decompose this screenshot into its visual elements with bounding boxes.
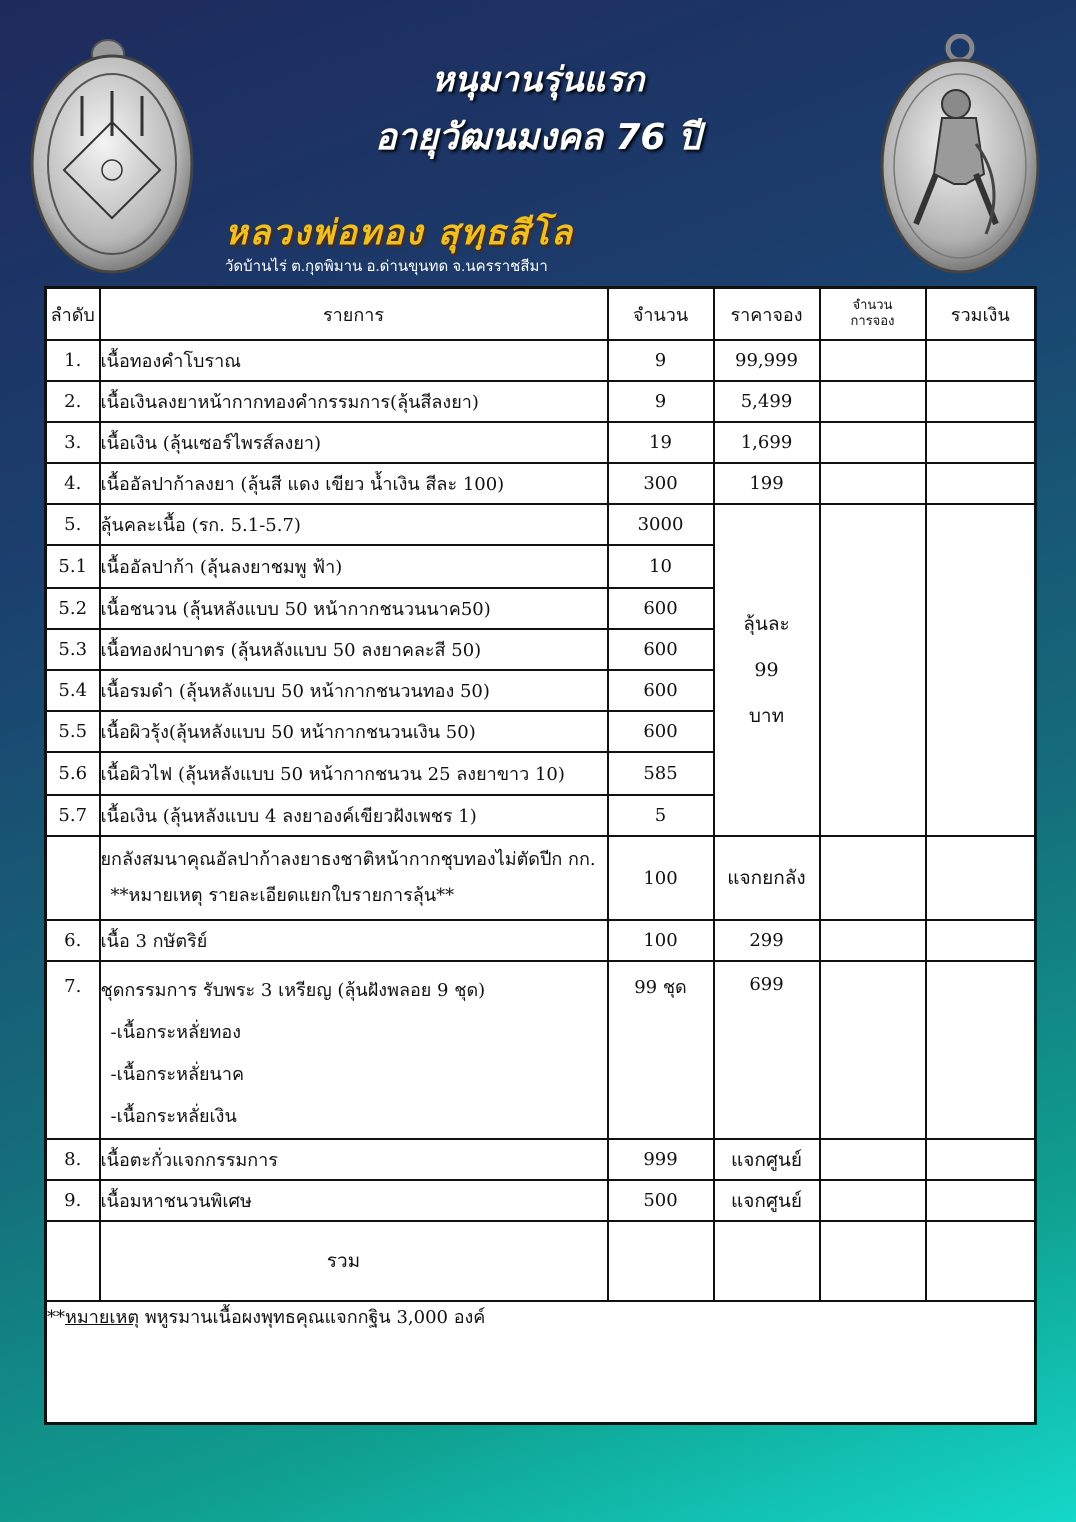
total-order-qty-cell[interactable] [820, 1221, 926, 1301]
row-qty: 300 [608, 463, 714, 504]
row-item [100, 961, 608, 1139]
row-item: เนื้อตะกั่วแจกกรรมการ [100, 1139, 608, 1180]
total-cell[interactable] [926, 920, 1036, 961]
order-qty-cell[interactable] [820, 381, 926, 422]
row-no [46, 836, 100, 920]
monk-name: หลวงพ่อทอง สุทฺธสีโล [225, 213, 574, 253]
row-price: 1,699 [714, 422, 820, 463]
order-qty-cell[interactable] [820, 340, 926, 381]
row-price: 99,999 [714, 340, 820, 381]
row-no: 5.7 [46, 795, 100, 836]
row-item: เนื้อมหาชนวนพิเศษ [100, 1180, 608, 1221]
row-no: 5.2 [46, 588, 100, 629]
row-no: 5.3 [46, 629, 100, 670]
header-no: ลำดับ [46, 288, 100, 341]
table-total-row [46, 1221, 1036, 1301]
row-item: เนื้อเงินลงยาหน้ากากทองคำกรรมการ(ลุ้นสีลงยา) [100, 381, 608, 422]
row-price: แจกศูนย์ [714, 1180, 820, 1221]
note-text: พหูรมานเนื้อผงพุทธคุณแจกกฐิน 3,000 องค์ [139, 1307, 486, 1328]
row-no: 5.5 [46, 711, 100, 752]
row-no: 9. [46, 1180, 100, 1221]
note-cell [46, 1301, 1036, 1423]
total-price-cell [714, 1221, 820, 1301]
total-cell[interactable] [926, 961, 1036, 1139]
table-row [46, 920, 1036, 961]
row-qty: 5 [608, 795, 714, 836]
header-total: รวมเงิน [926, 288, 1036, 341]
table-row-gift [46, 836, 1036, 920]
order-qty-cell[interactable] [820, 920, 926, 961]
row-no: 3. [46, 422, 100, 463]
header-price: ราคาจอง [714, 288, 820, 341]
row-item: เนื้อ 3 กษัตริย์ [100, 920, 608, 961]
grand-total-cell[interactable] [926, 1221, 1036, 1301]
note-row [46, 1301, 1036, 1423]
header-order-qty-line2: การจอง [850, 314, 895, 329]
row-qty: 9 [608, 340, 714, 381]
row-no: 2. [46, 381, 100, 422]
table-row [46, 504, 1036, 545]
row-qty: 3000 [608, 504, 714, 545]
row-item: เนื้อผิวรุ้ง(ลุ้นหลังแบบ 50 หน้ากากชนวนเงิน 50) [100, 711, 608, 752]
row7-subitem: -เนื้อกระหลั่ยทอง [110, 1022, 241, 1043]
row-no: 6. [46, 920, 100, 961]
row-item [100, 836, 608, 920]
row-price: 699 [714, 961, 820, 1139]
row-qty: 10 [608, 545, 714, 588]
row-price: 299 [714, 920, 820, 961]
row-item: เนื้อชนวน (ลุ้นหลังแบบ 50 หน้ากากชนวนนาค50) [100, 588, 608, 629]
row-no: 5.4 [46, 670, 100, 711]
table-row [46, 1139, 1036, 1180]
note-prefix: ** [47, 1307, 65, 1328]
row-no: 5.6 [46, 752, 100, 795]
row-item: เนื้อเงิน (ลุ้นเซอร์ไพรส์ลงยา) [100, 422, 608, 463]
table-row [46, 961, 1036, 1139]
table-row [46, 1180, 1036, 1221]
total-cell[interactable] [926, 1180, 1036, 1221]
total-cell[interactable] [926, 463, 1036, 504]
total-cell[interactable] [926, 340, 1036, 381]
order-qty-cell[interactable] [820, 463, 926, 504]
row-qty: 600 [608, 588, 714, 629]
medal-back-image [28, 36, 198, 276]
row-no: 4. [46, 463, 100, 504]
row-item: เนื้อเงิน (ลุ้นหลังแบบ 4 ลงยาองค์เขียวฝังเพชร 1) [100, 795, 608, 836]
row-item: ลุ้นคละเนื้อ (รก. 5.1-5.7) [100, 504, 608, 545]
row-item: เนื้ออัลปาก้าลงยา (ลุ้นสี แดง เขียว น้ำเงิน สีละ 100) [100, 463, 608, 504]
row-qty: 500 [608, 1180, 714, 1221]
row-qty: 600 [608, 670, 714, 711]
row-item: เนื้อรมดำ (ลุ้นหลังแบบ 50 หน้ากากชนวนทอง 50) [100, 670, 608, 711]
row-qty: 9 [608, 381, 714, 422]
total-cell[interactable] [926, 422, 1036, 463]
title-line-1: หนุมานรุ่นแรก [431, 60, 645, 100]
row-qty: 100 [608, 920, 714, 961]
row-qty: 999 [608, 1139, 714, 1180]
gift-item-line1: ยกลังสมนาคุณอัลปาก้าลงยาธงชาติหน้ากากชุบทองไม่ตัดปีก กก. [100, 849, 596, 870]
group-price-cell [714, 504, 820, 836]
group-price-line2: 99 [754, 659, 779, 681]
note-label: หมายเหตุ [65, 1307, 140, 1328]
row-item: เนื้อทองฝาบาตร (ลุ้นหลังแบบ 50 ลงยาคละสี 50) [100, 629, 608, 670]
table-row [46, 340, 1036, 381]
order-table [44, 286, 1037, 1425]
row-qty: 99 ชุด [608, 961, 714, 1139]
row-item: เนื้อผิวไฟ (ลุ้นหลังแบบ 50 หน้ากากชนวน 25 ลงยาขาว 10) [100, 752, 608, 795]
header-item: รายการ [100, 288, 608, 341]
table-row [46, 381, 1036, 422]
row-price: แจกยกลัง [714, 836, 820, 920]
order-qty-cell[interactable] [820, 836, 926, 920]
total-cell[interactable] [926, 504, 1036, 836]
row-no: 5. [46, 504, 100, 545]
row-qty: 600 [608, 629, 714, 670]
order-qty-cell[interactable] [820, 1139, 926, 1180]
total-cell[interactable] [926, 381, 1036, 422]
order-qty-cell[interactable] [820, 504, 926, 836]
row-qty: 19 [608, 422, 714, 463]
table-header-row [46, 288, 1036, 341]
row7-subitem: -เนื้อกระหลั่ยเงิน [110, 1106, 237, 1127]
row-price: 199 [714, 463, 820, 504]
total-qty-cell [608, 1221, 714, 1301]
header-order-qty-line1: จำนวน [852, 298, 893, 313]
row-qty: 600 [608, 711, 714, 752]
total-label: รวม [100, 1221, 608, 1301]
row7-subitem: -เนื้อกระหลั่ยนาค [110, 1064, 244, 1085]
row-no: 7. [46, 961, 100, 1139]
row-qty: 100 [608, 836, 714, 920]
row-no: 8. [46, 1139, 100, 1180]
row-item: เนื้ออัลปาก้า (ลุ้นลงยาชมพู ฟ้า) [100, 545, 608, 588]
row7-item-main: ชุดกรรมการ รับพระ 3 เหรียญ (ลุ้นฝังพลอย 9 ชุด) [100, 980, 486, 1001]
temple-address: วัดบ้านไร่ ต.กุดพิมาน อ.ด่านขุนทด จ.นครราชสีมา [225, 258, 548, 275]
row-price: แจกศูนย์ [714, 1139, 820, 1180]
row-no: 1. [46, 340, 100, 381]
header-order-qty [820, 288, 926, 341]
table-row [46, 463, 1036, 504]
header-qty: จำนวน [608, 288, 714, 341]
order-qty-cell[interactable] [820, 422, 926, 463]
medal-front-image [876, 34, 1046, 274]
order-qty-cell[interactable] [820, 961, 926, 1139]
row-qty: 585 [608, 752, 714, 795]
title-line-2: อายุวัฒนมงคล 76 ปี [375, 117, 701, 158]
group-price-line3: บาท [748, 705, 785, 727]
group-price-line1: ลุ้นละ [743, 613, 790, 635]
table-row [46, 422, 1036, 463]
row-price: 5,499 [714, 381, 820, 422]
order-qty-cell[interactable] [820, 1180, 926, 1221]
row-no: 5.1 [46, 545, 100, 588]
total-cell[interactable] [926, 836, 1036, 920]
gift-item-line2: **หมายเหตุ รายละเอียดแยกใบรายการลุ้น** [110, 885, 455, 906]
total-row-no [46, 1221, 100, 1301]
total-cell[interactable] [926, 1139, 1036, 1180]
row-item: เนื้อทองคำโบราณ [100, 340, 608, 381]
